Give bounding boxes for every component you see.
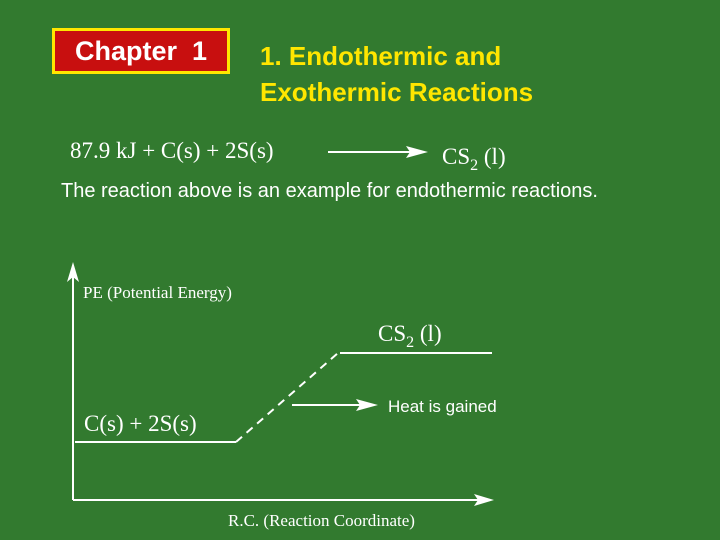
equation-product-state: (l): [478, 144, 506, 169]
slide-title: [260, 38, 533, 110]
chapter-badge: [52, 28, 230, 74]
description-text: The reaction above is an example for endothermic reactions.: [61, 180, 598, 202]
x-axis-label: R.C. (Reaction Coordinate): [228, 511, 415, 530]
title-line-2: Exothermic Reactions: [260, 77, 534, 107]
title-line-1: 1. Endothermic and: [260, 41, 502, 71]
equation-product-sub: 2: [470, 157, 479, 174]
heat-gained-label: Heat is gained: [388, 397, 497, 416]
equation-product-main: CS: [442, 144, 471, 169]
reaction-equation: [0, 130, 720, 175]
diagram-product-state: (l): [414, 321, 442, 346]
diagram-product-sub: 2: [406, 334, 415, 351]
equation-reactants: 87.9 kJ + C(s) + 2S(s): [70, 138, 274, 163]
energy-rise-dashed: [236, 353, 338, 442]
diagram-product-label: [378, 321, 442, 351]
diagram-product-main: CS: [378, 321, 407, 346]
diagram-reactants-label: C(s) + 2S(s): [84, 411, 197, 436]
energy-diagram: [0, 250, 720, 530]
y-axis-label: PE (Potential Energy): [83, 283, 232, 302]
chapter-badge-label: Chapter 1: [74, 35, 208, 66]
